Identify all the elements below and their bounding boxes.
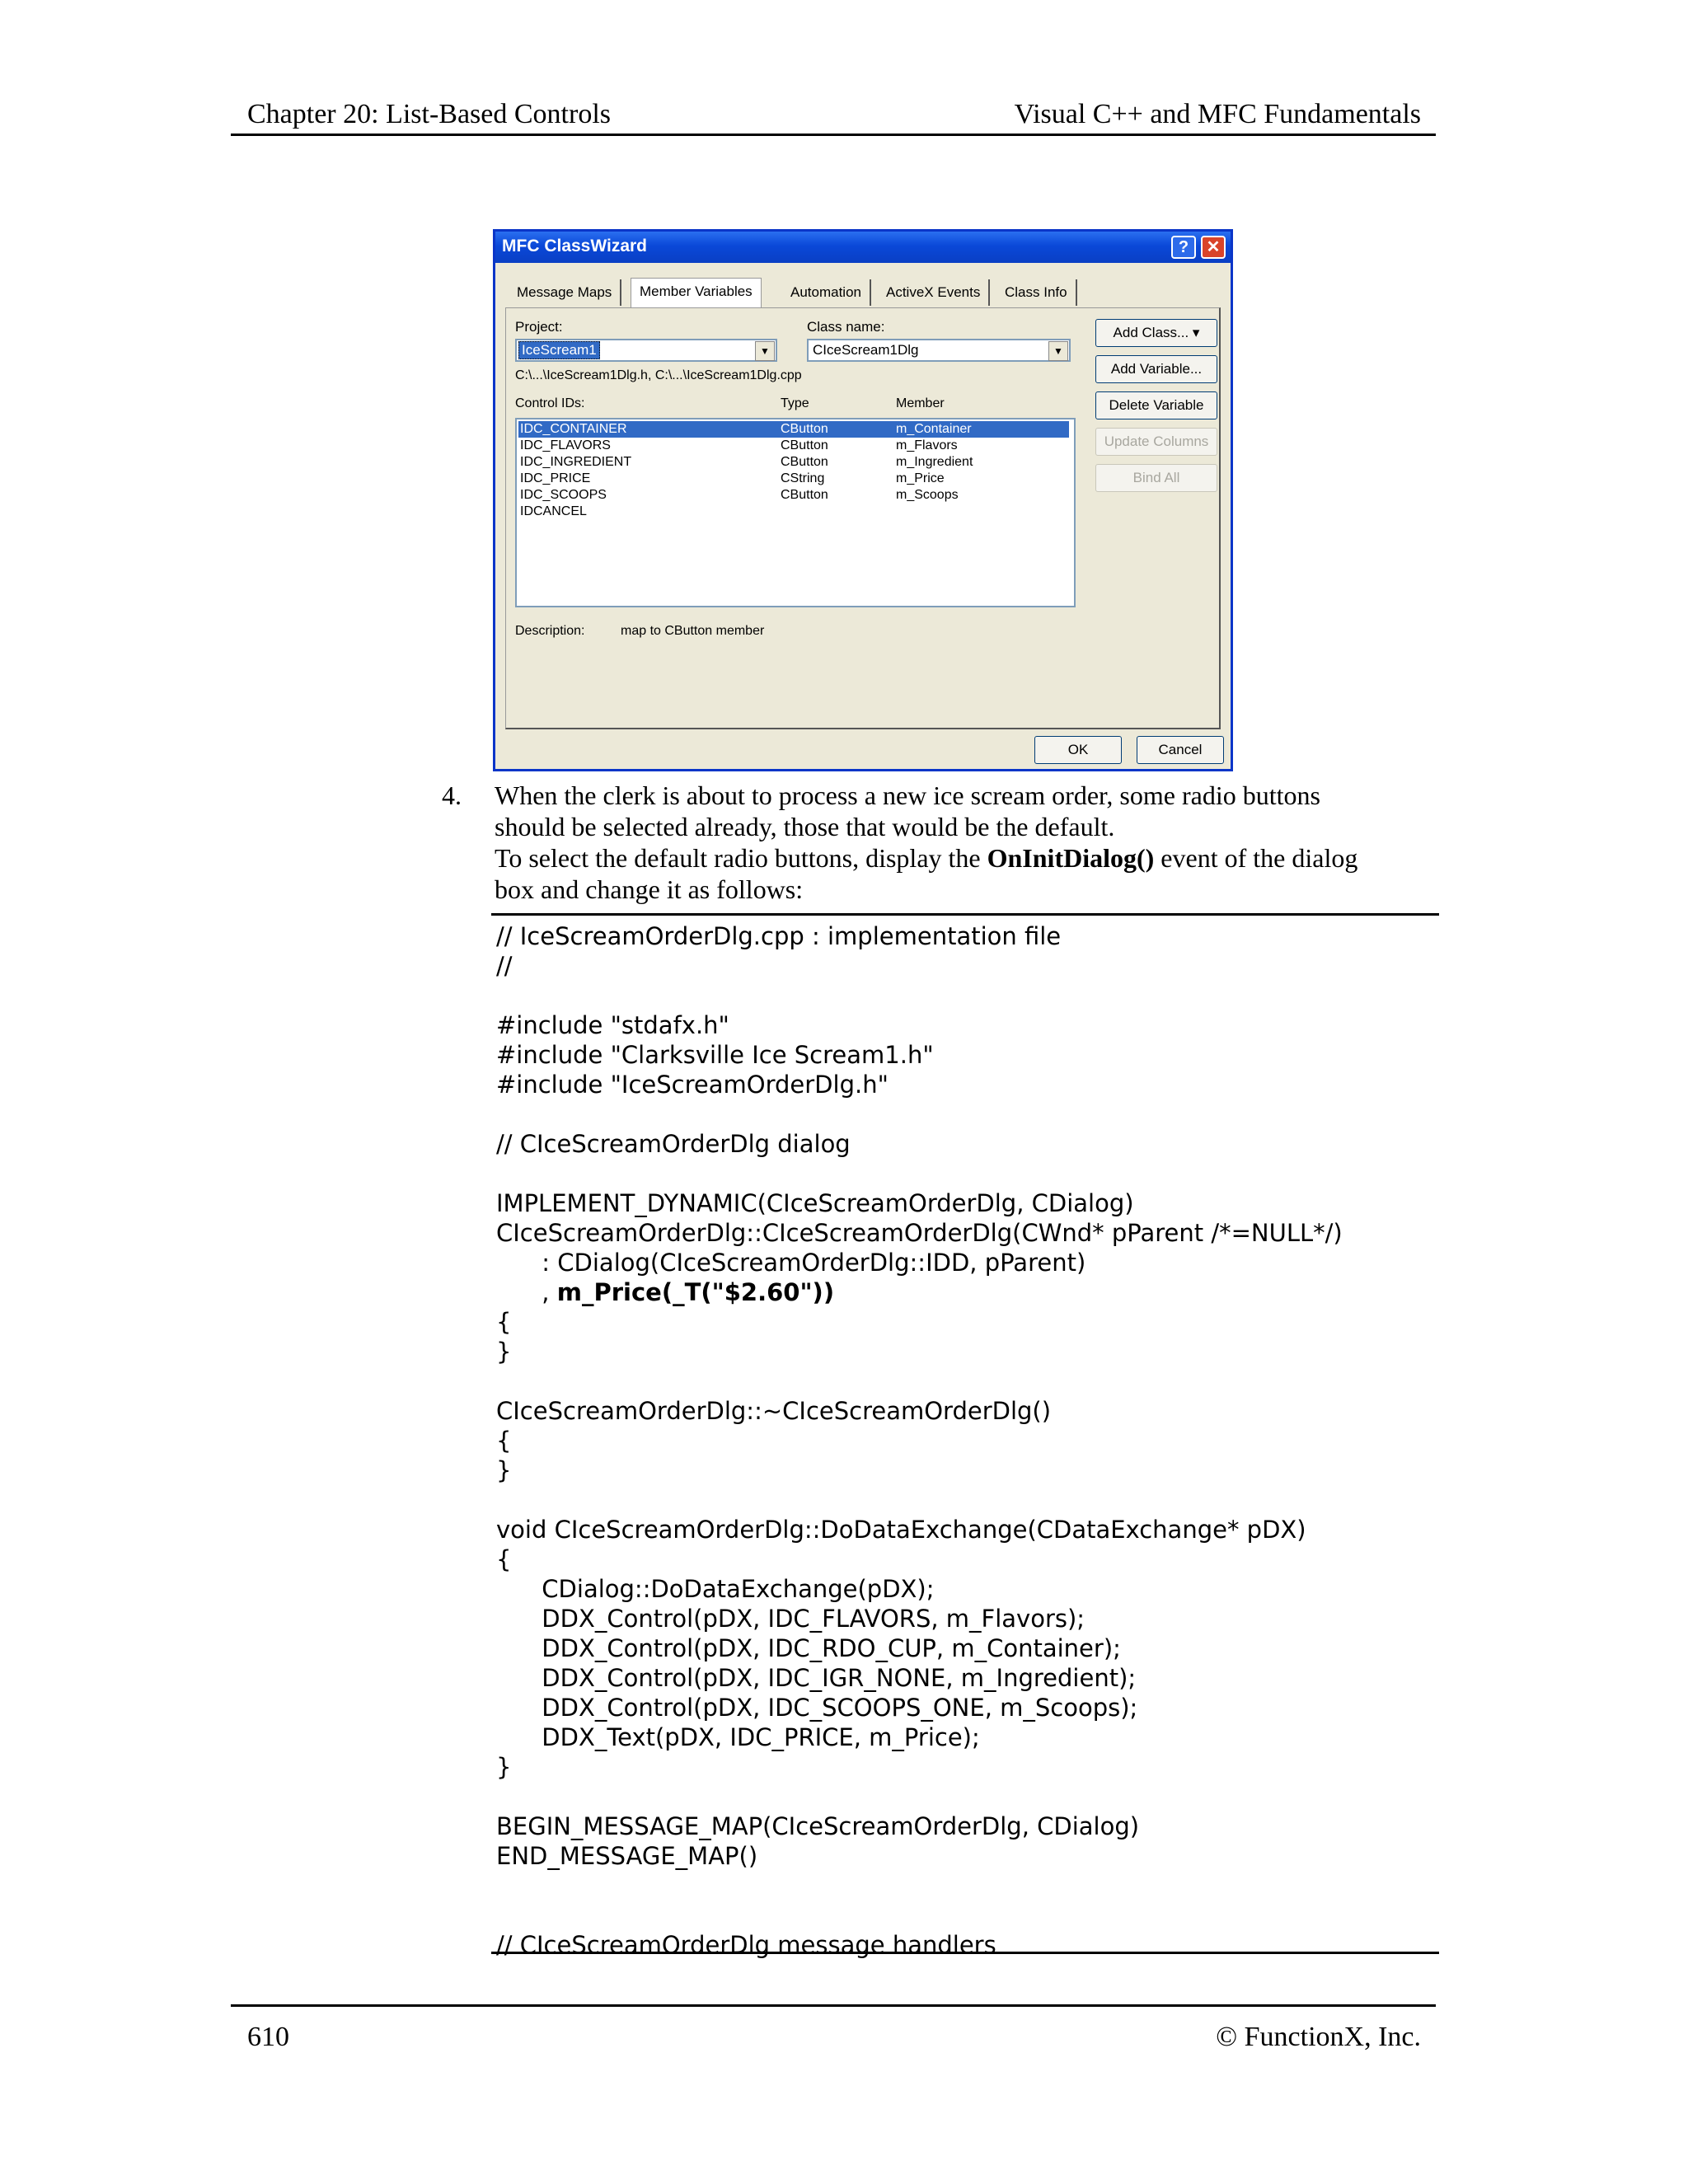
tab-automation[interactable]: Automation <box>782 279 871 306</box>
control-id: IDC_PRICE <box>520 471 591 485</box>
code-line <box>496 1099 1343 1129</box>
code-line <box>496 1871 1343 1900</box>
control-id: IDC_SCOOPS <box>520 488 607 502</box>
method-name: OnInitDialog() <box>987 843 1155 873</box>
help-icon: ? <box>1178 238 1189 256</box>
code-listing <box>496 921 1343 1960</box>
step-line: box and change it as follows: <box>495 874 804 904</box>
list-item[interactable] <box>518 487 1069 504</box>
code-line: // IceScreamOrderDlg.cpp : implementation file <box>496 922 1062 950</box>
project-value: IceScream1 <box>518 341 600 359</box>
title-bar <box>495 232 1231 263</box>
code-line: #include "Clarksville Ice Scream1.h" <box>496 1041 934 1069</box>
code-line: #include "stdafx.h" <box>496 1011 729 1039</box>
project-label: Project: <box>515 319 563 335</box>
code-line: IMPLEMENT_DYNAMIC(CIceScreamOrderDlg, CDialog) <box>496 1189 1134 1217</box>
step-line-pre: To select the default radio buttons, display the <box>495 843 987 873</box>
code-line <box>496 1900 1343 1930</box>
help-button[interactable] <box>1171 236 1196 259</box>
tab-message-maps[interactable]: Message Maps <box>509 279 621 306</box>
page-footer <box>231 2004 1436 2052</box>
code-line: CIceScreamOrderDlg::CIceScreamOrderDlg(CWnd* pParent /*=NULL*/) <box>496 1219 1343 1247</box>
code-line: { <box>496 1545 512 1573</box>
tab-member-variables[interactable]: Member Variables <box>631 278 762 308</box>
step-line: should be selected already, those that would be the default. <box>495 812 1115 841</box>
code-line: DDX_Control(pDX, IDC_RDO_CUP, m_Container); <box>496 1634 1121 1662</box>
ok-button[interactable]: OK <box>1034 736 1122 764</box>
chapter-title: Chapter 20: List-Based Controls <box>247 99 612 129</box>
page-header <box>231 97 1436 136</box>
class-name-combo[interactable] <box>807 339 1071 362</box>
control-type: CButton <box>781 455 828 469</box>
column-member: Member <box>896 396 945 410</box>
control-ids-list[interactable] <box>515 418 1076 607</box>
list-item[interactable] <box>518 454 1069 471</box>
control-member: m_Flavors <box>896 438 958 452</box>
step-line: When the clerk is about to process a new ice scream order, some radio buttons <box>495 780 1320 810</box>
code-line: { <box>496 1427 512 1455</box>
copyright: © FunctionX, Inc. <box>1216 2022 1421 2052</box>
control-id: IDC_CONTAINER <box>520 422 627 436</box>
code-line: #include "IceScreamOrderDlg.h" <box>496 1071 889 1099</box>
control-type: CButton <box>781 422 828 436</box>
update-columns-button[interactable]: Update Columns <box>1095 428 1217 456</box>
column-control-ids: Control IDs: <box>515 396 585 410</box>
step-text <box>495 780 1431 905</box>
code-bottom-rule <box>491 1952 1439 1954</box>
step-line-post: event of the dialog <box>1154 843 1358 873</box>
list-item[interactable] <box>518 438 1069 454</box>
list-item[interactable] <box>518 421 1069 438</box>
code-line <box>496 1782 1343 1811</box>
code-line: void CIceScreamOrderDlg::DoDataExchange(CDataExchange* pDX) <box>496 1516 1306 1544</box>
description-value: map to CButton member <box>621 624 765 638</box>
chevron-down-icon[interactable]: ▼ <box>755 341 775 361</box>
code-line <box>496 1485 1343 1515</box>
code-bold-fragment: m_Price(_T("$2.60")) <box>556 1278 835 1306</box>
code-line: } <box>496 1456 512 1484</box>
code-line: // CIceScreamOrderDlg message handlers <box>496 1931 996 1959</box>
code-line: // <box>496 952 513 980</box>
add-variable-button[interactable]: Add Variable... <box>1095 355 1217 383</box>
control-type: CButton <box>781 488 828 502</box>
code-line <box>496 1159 1343 1188</box>
dialog-title: MFC ClassWizard <box>502 237 648 255</box>
control-type: CButton <box>781 438 828 452</box>
control-member: m_Ingredient <box>896 455 973 469</box>
code-line: } <box>496 1753 512 1781</box>
code-line: } <box>496 1338 512 1366</box>
book-title: Visual C++ and MFC Fundamentals <box>1014 99 1421 129</box>
code-line: { <box>496 1308 512 1336</box>
code-line: DDX_Text(pDX, IDC_PRICE, m_Price); <box>496 1723 980 1751</box>
column-type: Type <box>781 396 809 410</box>
control-id: IDC_INGREDIENT <box>520 455 632 469</box>
description-label: Description: <box>515 624 585 638</box>
control-member: m_Price <box>896 471 945 485</box>
code-top-rule <box>491 913 1439 916</box>
tab-activex-events[interactable]: ActiveX Events <box>878 279 990 306</box>
control-id: IDC_FLAVORS <box>520 438 611 452</box>
class-name-label: Class name: <box>807 319 885 335</box>
close-icon: ✕ <box>1206 238 1221 256</box>
control-member: m_Container <box>896 422 972 436</box>
list-item[interactable] <box>518 471 1069 487</box>
class-name-value: CIceScream1Dlg <box>813 342 919 358</box>
bind-all-button[interactable]: Bind All <box>1095 464 1217 492</box>
code-line <box>496 1366 1343 1396</box>
classwizard-dialog <box>493 229 1233 771</box>
step-number: 4. <box>442 780 462 810</box>
close-button[interactable] <box>1201 236 1226 259</box>
files-path: C:\...\IceScream1Dlg.h, C:\...\IceScream1Dlg.cpp <box>515 368 802 382</box>
tab-class-info[interactable]: Class Info <box>996 279 1077 306</box>
code-line: DDX_Control(pDX, IDC_SCOOPS_ONE, m_Scoops); <box>496 1694 1138 1722</box>
code-line: : CDialog(CIceScreamOrderDlg::IDD, pParent) <box>496 1249 1086 1277</box>
step-line <box>495 842 1431 874</box>
code-line: , m_Price(_T("$2.60")) <box>496 1278 835 1306</box>
page-number: 610 <box>247 2022 289 2052</box>
project-combo[interactable] <box>515 339 777 362</box>
code-line: END_MESSAGE_MAP() <box>496 1842 758 1870</box>
chevron-down-icon[interactable]: ▼ <box>1048 341 1068 361</box>
code-line: // CIceScreamOrderDlg dialog <box>496 1130 851 1158</box>
code-line: CDialog::DoDataExchange(pDX); <box>496 1575 935 1603</box>
code-line <box>496 981 1343 1010</box>
delete-variable-button[interactable]: Delete Variable <box>1095 391 1217 419</box>
code-line: DDX_Control(pDX, IDC_FLAVORS, m_Flavors); <box>496 1605 1085 1633</box>
control-member: m_Scoops <box>896 488 959 502</box>
code-line: CIceScreamOrderDlg::~CIceScreamOrderDlg() <box>496 1397 1052 1425</box>
list-item[interactable] <box>518 504 1069 520</box>
code-line: DDX_Control(pDX, IDC_IGR_NONE, m_Ingredient); <box>496 1664 1137 1692</box>
control-id: IDCANCEL <box>520 504 587 518</box>
cancel-button[interactable]: Cancel <box>1137 736 1224 764</box>
code-line: BEGIN_MESSAGE_MAP(CIceScreamOrderDlg, CDialog) <box>496 1812 1140 1840</box>
control-type: CString <box>781 471 825 485</box>
add-class-button[interactable]: Add Class... ▾ <box>1095 319 1217 347</box>
